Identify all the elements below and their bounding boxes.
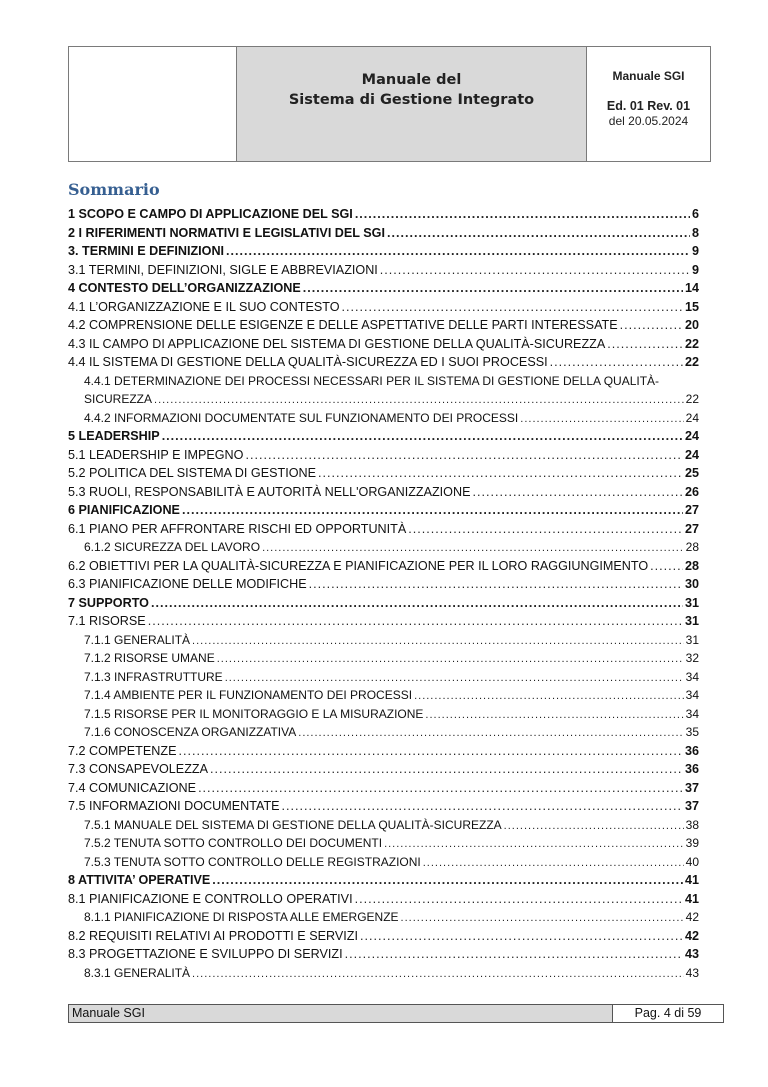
toc-entry[interactable] bbox=[68, 945, 699, 964]
toc-dot-leader bbox=[226, 242, 690, 261]
toc-entry[interactable] bbox=[68, 353, 699, 372]
toc-entry-title: 7.1.5 RISORSE PER IL MONITORAGGIO E LA MISURAZIONE bbox=[84, 706, 424, 721]
toc-entry-title: 6.2 OBIETTIVI PER LA QUALITÀ-SICUREZZA E PIANIFICAZIONE PER IL LORO RAGGIUNGIMENTO bbox=[68, 558, 649, 573]
toc-entry-title: 7.5.2 TENUTA SOTTO CONTROLLO DEI DOCUMENTI bbox=[84, 836, 383, 850]
toc-dot-leader bbox=[504, 817, 684, 836]
toc-entry[interactable] bbox=[68, 409, 699, 428]
toc-dot-leader bbox=[151, 594, 683, 613]
toc-entry-title: 3. TERMINI E DEFINIZIONI bbox=[68, 244, 225, 258]
toc-dot-leader bbox=[345, 945, 683, 964]
toc-dot-leader bbox=[162, 427, 683, 446]
toc-entry[interactable] bbox=[68, 871, 699, 890]
toc-dot-leader bbox=[212, 871, 683, 890]
toc-dot-leader bbox=[401, 909, 684, 928]
toc-page-number: 42 bbox=[685, 910, 699, 924]
toc-dot-leader bbox=[520, 410, 683, 429]
toc-dot-leader bbox=[182, 501, 683, 520]
toc-page-number: 36 bbox=[684, 743, 699, 758]
header-logo-cell bbox=[69, 47, 237, 161]
toc-dot-leader bbox=[550, 353, 683, 372]
toc-entry-title: 5.1 LEADERSHIP E IMPEGNO bbox=[68, 447, 244, 462]
toc-entry[interactable] bbox=[68, 390, 699, 409]
toc-page-number: 27 bbox=[684, 521, 699, 536]
toc-entry[interactable] bbox=[68, 779, 699, 798]
header-doc-name: Manuale SGI bbox=[612, 69, 685, 83]
toc-page-number: 42 bbox=[684, 928, 699, 943]
footer-doc-name: Manuale SGI bbox=[69, 1005, 613, 1022]
toc-dot-leader bbox=[148, 612, 683, 631]
toc-entry[interactable] bbox=[68, 557, 699, 576]
toc-entry-title: 4.4 IL SISTEMA DI GESTIONE DELLA QUALITÀ-SICUREZZA ED I SUOI PROCESSI bbox=[68, 355, 548, 369]
header-title-line1: Manuale del bbox=[361, 72, 462, 88]
toc-heading: Sommario bbox=[68, 180, 160, 199]
toc-page-number: 31 bbox=[684, 614, 699, 628]
toc-entry-title: 6.1 PIANO PER AFFRONTARE RISCHI ED OPPORTUNITÀ bbox=[68, 521, 407, 536]
toc-entry-title: 8.1 PIANIFICAZIONE E CONTROLLO OPERATIVI bbox=[68, 891, 353, 906]
toc-page-number: 8 bbox=[691, 225, 699, 240]
toc-entry[interactable] bbox=[68, 853, 699, 872]
toc-entry-title: 7.4 COMUNICAZIONE bbox=[68, 780, 197, 795]
toc-dot-leader bbox=[360, 927, 683, 946]
toc-page-number: 14 bbox=[684, 281, 699, 295]
toc-page-number: 30 bbox=[684, 577, 699, 591]
toc-page-number: 37 bbox=[684, 799, 699, 813]
toc-entry[interactable] bbox=[68, 890, 699, 909]
toc-page-number: 22 bbox=[685, 392, 699, 406]
toc-page-number: 9 bbox=[691, 262, 699, 277]
header-info-cell bbox=[587, 47, 710, 161]
toc-entry[interactable] bbox=[68, 631, 699, 650]
toc-dot-leader bbox=[217, 650, 684, 669]
toc-page-number: 24 bbox=[684, 447, 699, 462]
toc-dot-leader bbox=[303, 279, 683, 298]
page-footer bbox=[68, 1004, 724, 1023]
toc-entry-title: 7.1.4 AMBIENTE PER IL FUNZIONAMENTO DEI PROCESSI bbox=[84, 688, 413, 702]
toc-entry-title: 7.1.3 INFRASTRUTTURE bbox=[84, 669, 223, 684]
toc-entry[interactable] bbox=[68, 501, 699, 520]
toc-entry-title: 4.2 COMPRENSIONE DELLE ESIGENZE E DELLE ASPETTATIVE DELLE PARTI INTERESSATE bbox=[68, 318, 618, 332]
toc-entry-title: 7.1.1 GENERALITÀ bbox=[84, 632, 191, 647]
toc-page-number: 39 bbox=[685, 836, 699, 850]
toc-entry-title: 5 LEADERSHIP bbox=[68, 429, 160, 443]
toc-dot-leader bbox=[384, 835, 684, 854]
toc-entry[interactable] bbox=[68, 834, 699, 853]
toc-entry-title: 5.3 RUOLI, RESPONSABILITÀ E AUTORITÀ NELL'ORGANIZZAZIONE bbox=[68, 484, 471, 499]
toc-entry[interactable] bbox=[68, 686, 699, 705]
toc-entry[interactable] bbox=[68, 446, 699, 465]
toc-dot-leader bbox=[387, 224, 690, 243]
toc-entry-title: 4.4.2 INFORMAZIONI DOCUMENTATE SUL FUNZIONAMENTO DEI PROCESSI bbox=[84, 410, 519, 425]
toc-page-number: 24 bbox=[684, 429, 699, 443]
toc-dot-leader bbox=[650, 557, 683, 576]
footer-page-number: Pag. 4 di 59 bbox=[634, 1006, 702, 1020]
toc-entry-title: 7.5 INFORMAZIONI DOCUMENTATE bbox=[68, 799, 280, 813]
toc-entry[interactable] bbox=[68, 483, 699, 502]
toc-dot-leader bbox=[342, 298, 683, 317]
toc-entry-title: 4.1 L’ORGANIZZAZIONE E IL SUO CONTESTO bbox=[68, 299, 340, 314]
header-edition: Ed. 01 Rev. 01 bbox=[606, 99, 691, 113]
toc-page-number: 6 bbox=[691, 207, 699, 221]
toc-page-number: 38 bbox=[685, 817, 699, 832]
toc-entry[interactable] bbox=[68, 205, 699, 224]
toc-page-number: 15 bbox=[684, 299, 699, 314]
toc-dot-leader bbox=[607, 335, 683, 354]
toc-dot-leader bbox=[355, 205, 690, 224]
toc-entry-title: 8.2 REQUISITI RELATIVI AI PRODOTTI E SERVIZI bbox=[68, 928, 358, 943]
toc-entry[interactable] bbox=[68, 742, 699, 761]
toc-page-number: 31 bbox=[685, 632, 699, 647]
toc-entry[interactable] bbox=[68, 298, 699, 317]
toc-entry-title: 7 SUPPORTO bbox=[68, 595, 149, 610]
toc-dot-leader bbox=[423, 854, 684, 873]
toc-entry-title: 7.5.1 MANUALE DEL SISTEMA DI GESTIONE DELLA QUALITÀ-SICUREZZA bbox=[84, 817, 502, 832]
toc-page-number: 24 bbox=[685, 410, 699, 425]
toc-entry-title: 6 PIANIFICAZIONE bbox=[68, 503, 180, 517]
toc-entry[interactable] bbox=[68, 964, 699, 983]
header-title-line2: Sistema di Gestione Integrato bbox=[288, 92, 535, 108]
toc-dot-leader bbox=[425, 706, 683, 725]
toc-entry[interactable] bbox=[68, 279, 699, 298]
toc-dot-leader bbox=[408, 520, 683, 539]
toc-entry-title: 7.1.6 CONOSCENZA ORGANIZZATIVA bbox=[84, 725, 297, 739]
toc-dot-leader bbox=[178, 742, 683, 761]
toc-page-number: 43 bbox=[684, 947, 699, 961]
toc-entry-title: 8.3.1 GENERALITÀ bbox=[84, 965, 191, 980]
toc-entry[interactable] bbox=[68, 816, 699, 835]
toc-page-number: 43 bbox=[685, 965, 699, 980]
toc-dot-leader bbox=[380, 261, 690, 280]
toc-page-number: 25 bbox=[684, 466, 699, 480]
toc-entry-title: 7.3 CONSAPEVOLEZZA bbox=[68, 762, 208, 776]
toc-entry[interactable] bbox=[68, 316, 699, 335]
toc-entry-title: 7.1.2 RISORSE UMANE bbox=[84, 651, 215, 665]
toc-entry[interactable] bbox=[68, 927, 699, 946]
toc-dot-leader bbox=[192, 965, 684, 984]
toc-page-number: 20 bbox=[684, 318, 699, 332]
toc-dot-leader bbox=[282, 797, 683, 816]
toc-page-number: 32 bbox=[685, 651, 699, 665]
toc-entry-line[interactable] bbox=[68, 372, 699, 391]
table-of-contents bbox=[68, 205, 699, 982]
toc-entry[interactable] bbox=[68, 705, 699, 724]
toc-dot-leader bbox=[262, 539, 684, 558]
toc-dot-leader bbox=[198, 779, 683, 798]
toc-entry-title: 4.3 IL CAMPO DI APPLICAZIONE DEL SISTEMA DI GESTIONE DELLA QUALITÀ-SICUREZZA bbox=[68, 336, 606, 351]
toc-dot-leader bbox=[620, 316, 683, 335]
toc-entry[interactable] bbox=[68, 520, 699, 539]
toc-entry-title: 8.3 PROGETTAZIONE E SVILUPPO DI SERVIZI bbox=[68, 947, 343, 961]
toc-page-number: 41 bbox=[684, 891, 699, 906]
toc-page-number: 34 bbox=[685, 669, 699, 684]
toc-entry-title: 7.2 COMPETENZE bbox=[68, 743, 177, 758]
toc-page-number: 34 bbox=[685, 688, 699, 702]
toc-entry[interactable] bbox=[68, 668, 699, 687]
toc-page-number: 35 bbox=[685, 725, 699, 739]
toc-entry-title: SICUREZZA bbox=[84, 392, 153, 406]
toc-entry[interactable] bbox=[68, 575, 699, 594]
toc-dot-leader bbox=[355, 890, 683, 909]
toc-page-number: 34 bbox=[685, 706, 699, 721]
toc-entry[interactable] bbox=[68, 723, 699, 742]
toc-entry[interactable] bbox=[68, 335, 699, 354]
toc-entry[interactable] bbox=[68, 464, 699, 483]
toc-dot-leader bbox=[414, 687, 684, 706]
toc-entry-title: 4 CONTESTO DELL’ORGANIZZAZIONE bbox=[68, 281, 301, 295]
toc-entry[interactable] bbox=[68, 760, 699, 779]
toc-entry-title: 5.2 POLITICA DEL SISTEMA DI GESTIONE bbox=[68, 466, 316, 480]
toc-entry-title: 1 SCOPO E CAMPO DI APPLICAZIONE DEL SGI bbox=[68, 207, 353, 221]
toc-dot-leader bbox=[210, 760, 683, 779]
toc-page-number: 36 bbox=[684, 762, 699, 776]
toc-entry[interactable] bbox=[68, 797, 699, 816]
toc-dot-leader bbox=[309, 575, 683, 594]
toc-entry[interactable] bbox=[68, 427, 699, 446]
toc-entry[interactable] bbox=[68, 224, 699, 243]
toc-dot-leader bbox=[154, 391, 684, 410]
toc-entry[interactable] bbox=[68, 261, 699, 280]
toc-page-number: 26 bbox=[684, 484, 699, 499]
header-date: del 20.05.2024 bbox=[608, 114, 689, 128]
toc-entry-title: 8.1.1 PIANIFICAZIONE DI RISPOSTA ALLE EMERGENZE bbox=[84, 910, 399, 924]
toc-dot-leader bbox=[192, 632, 684, 651]
toc-entry-title: 8 ATTIVITA’ OPERATIVE bbox=[68, 873, 211, 887]
toc-page-number: 40 bbox=[685, 854, 699, 869]
toc-dot-leader bbox=[472, 483, 683, 502]
toc-entry-title: 3.1 TERMINI, DEFINIZIONI, SIGLE E ABBREVIAZIONI bbox=[68, 262, 378, 277]
toc-dot-leader bbox=[318, 464, 683, 483]
toc-entry-title: 7.1 RISORSE bbox=[68, 614, 146, 628]
toc-page-number: 27 bbox=[684, 503, 699, 517]
toc-dot-leader bbox=[225, 669, 684, 688]
toc-dot-leader bbox=[245, 446, 683, 465]
toc-entry-title: 2 I RIFERIMENTI NORMATIVI E LEGISLATIVI DEL SGI bbox=[68, 225, 385, 240]
header-title-cell bbox=[237, 47, 587, 161]
toc-entry[interactable] bbox=[68, 649, 699, 668]
document-header-table bbox=[68, 46, 711, 162]
toc-page-number: 28 bbox=[685, 540, 699, 554]
toc-page-number: 28 bbox=[684, 558, 699, 573]
toc-page-number: 41 bbox=[684, 873, 699, 887]
toc-entry[interactable] bbox=[68, 538, 699, 557]
toc-entry-title: 4.4.1 DETERMINAZIONE DEI PROCESSI NECESSARI PER IL SISTEMA DI GESTIONE DELLA QUALITÀ- bbox=[84, 373, 660, 388]
toc-entry-title: 6.1.2 SICUREZZA DEL LAVORO bbox=[84, 540, 261, 554]
toc-page-number: 31 bbox=[684, 595, 699, 610]
toc-entry[interactable] bbox=[68, 908, 699, 927]
toc-page-number: 22 bbox=[684, 336, 699, 351]
toc-entry-title: 7.5.3 TENUTA SOTTO CONTROLLO DELLE REGISTRAZIONI bbox=[84, 854, 421, 869]
toc-page-number: 9 bbox=[691, 244, 699, 258]
toc-entry[interactable] bbox=[68, 242, 699, 261]
toc-page-number: 37 bbox=[684, 780, 699, 795]
toc-entry[interactable] bbox=[68, 594, 699, 613]
toc-entry-title: 6.3 PIANIFICAZIONE DELLE MODIFICHE bbox=[68, 577, 307, 591]
toc-entry[interactable] bbox=[68, 612, 699, 631]
toc-page-number: 22 bbox=[684, 355, 699, 369]
toc-dot-leader bbox=[298, 724, 683, 743]
